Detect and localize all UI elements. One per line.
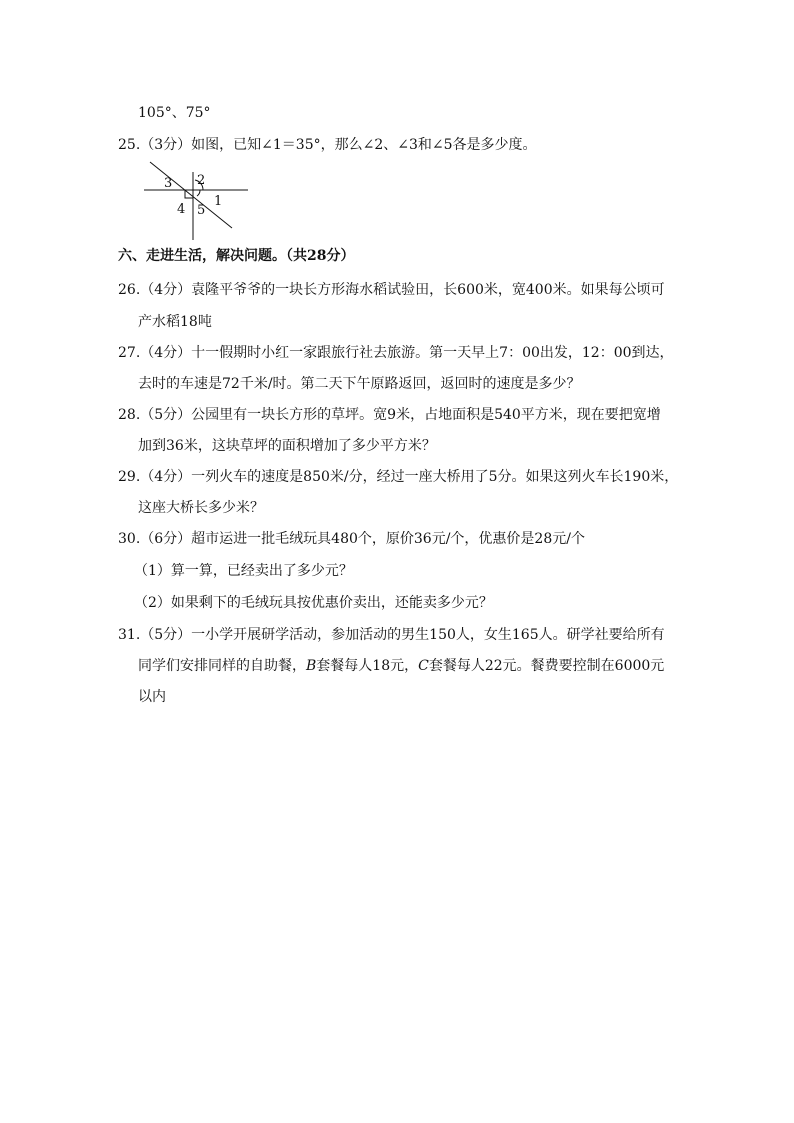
previous-answer: 105°、75° [138, 105, 211, 121]
question-29-line-1: 29.（4分）一列火车的速度是850米/分，经过一座大桥用了5分。如果这列火车长190米， [118, 469, 679, 485]
question-31-line-3: 以内 [138, 689, 166, 705]
question-26-line-2: 产水稻18吨 [138, 314, 212, 330]
question-29-line-2: 这座大桥长多少米？ [138, 500, 264, 516]
question-26-line-1: 26.（4分）袁隆平爷爷的一块长方形海水稻试验田，长600米，宽400米。如果每公顷可 [118, 282, 665, 298]
question-31-text: 同学们安排同样的自助餐， [138, 658, 306, 674]
question-30-line-1: 30.（6分）超市运进一批毛绒玩具480个，原价36元/个，优惠价是28元/个 [118, 531, 585, 547]
question-25: 25.（3分）如图，已知∠1＝35°，那么∠2、∠3和∠5各是多少度。 [118, 137, 537, 153]
angle-label-5: 5 [197, 203, 206, 218]
section-6-heading: 六、走进生活，解决问题。（共28分） [118, 248, 355, 264]
question-28-line-2: 加到36米，这块草坪的面积增加了多少平方米？ [138, 438, 436, 454]
package-b-label: B [306, 658, 317, 674]
angle-arc [197, 190, 200, 196]
question-31-text: 套餐每人22元。餐费要控制在6000元 [428, 658, 665, 674]
question-31-text: 套餐每人18元， [316, 658, 419, 674]
angle-label-1: 1 [214, 194, 223, 209]
angle-label-2: 2 [197, 173, 206, 188]
question-28-line-1: 28.（5分）公园里有一块长方形的草坪。宽9米，占地面积是540平方米，现在要把宽增 [118, 407, 661, 423]
question-27-line-1: 27.（4分）十一假期时小红一家跟旅行社去旅游。第一天早上7：00出发，12：00到达， [118, 345, 674, 361]
question-31-line-1: 31.（5分）一小学开展研学活动，参加活动的男生150人，女生165人。研学社要给所有 [118, 627, 665, 643]
angle-label-3: 3 [164, 176, 173, 191]
question-27-line-2: 去时的车速是72千米/时。第二天下午原路返回，返回时的速度是多少？ [138, 376, 581, 392]
angle-label-4: 4 [177, 202, 186, 217]
angle-diagram [140, 158, 252, 242]
question-31-line-2 [138, 657, 664, 675]
package-c-label: C [418, 658, 429, 674]
question-30-sub-1: （1）算一算，已经卖出了多少元？ [134, 563, 353, 579]
question-30-sub-2: （2）如果剩下的毛绒玩具按优惠价卖出，还能卖多少元？ [134, 595, 493, 611]
